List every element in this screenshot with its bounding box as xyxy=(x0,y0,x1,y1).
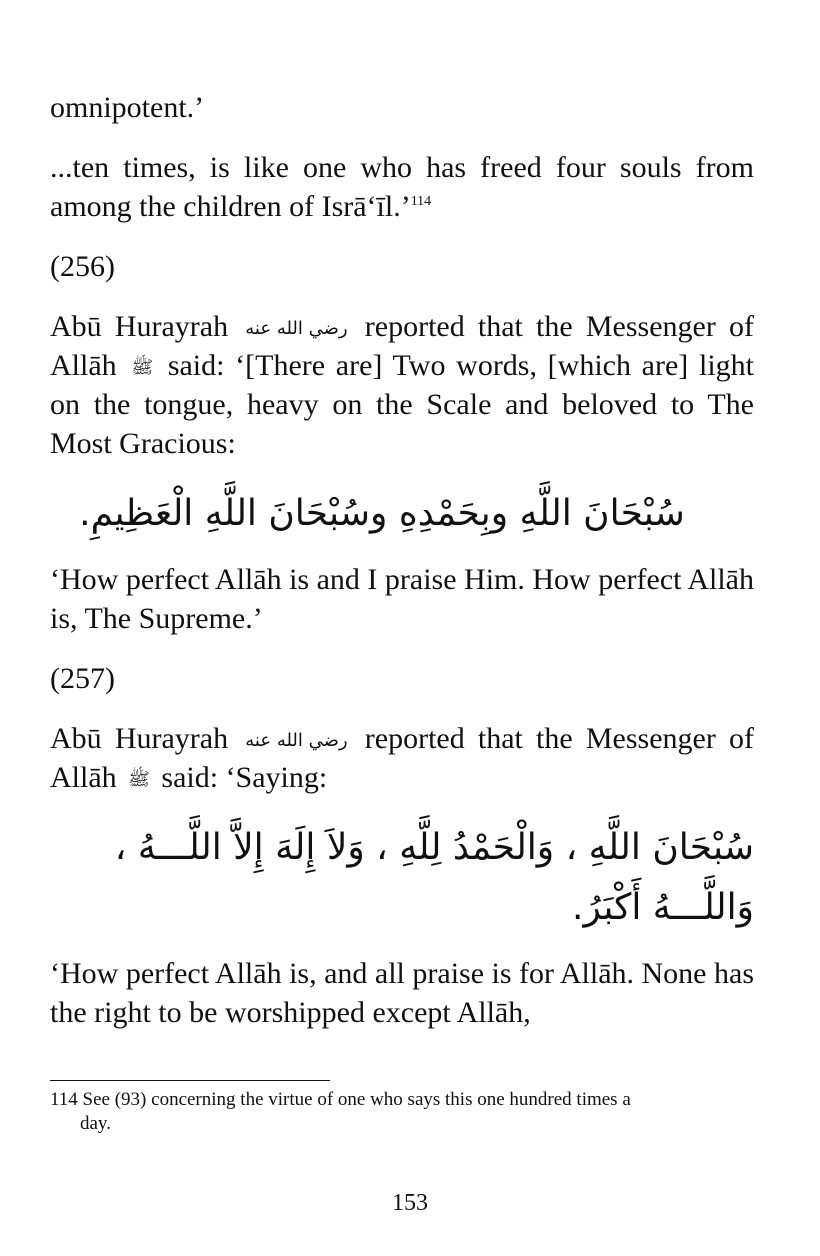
translation-257: ‘How perfect Allāh is, and all praise is for Allāh. None has the right to be worshipped except Allāh, xyxy=(50,957,754,1029)
hadith-number-257: (257) xyxy=(50,662,115,695)
footnote-divider xyxy=(50,1080,330,1081)
arabic-dhikr-2: سُبْحَانَ اللَّهِ ، وَالْحَمْدُ لِلَّهِ ، وَلاَ إِلَهَ إِلاَّ اللَّـــهُ ، وَاللَّـــهُ أَكْبَرُ. xyxy=(114,827,754,928)
page-number: 153 xyxy=(392,1190,428,1216)
paragraph-ten-times-text: ...ten times, is like one who has freed four souls from among the children of Isrā‘īl.’ xyxy=(50,151,754,223)
page-body xyxy=(50,88,754,1053)
translation-256: ‘How perfect Allāh is and I praise Him. How perfect Allāh is, The Supreme.’ xyxy=(50,563,754,635)
footnote-reference[interactable]: 114 xyxy=(410,194,432,209)
radiallahu-anhu-icon: رضي الله عنه xyxy=(245,318,348,340)
arabic-dhikr-1: سُبْحَانَ اللَّهِ وبِحَمْدِهِ وسُبْحَانَ اللَّهِ الْعَظِيمِ. xyxy=(79,493,685,534)
salallahu-alayhi-icon: ﷺ xyxy=(131,357,154,379)
hadith-text: said: ‘[There are] Two words, [which are] light on the tongue, heavy on the Scale and beloved to The Most Gracious: xyxy=(50,349,755,460)
paragraph-ten-times xyxy=(50,148,754,226)
hadith-number-256: (256) xyxy=(50,250,115,283)
paragraph-hadith-256 xyxy=(50,307,754,463)
footnote-line-1: 114 See (93) concerning the virtue of one who says this one hundred times a xyxy=(50,1089,631,1110)
radiallahu-anhu-icon: رضي الله عنه xyxy=(245,730,348,752)
reported-text: reported that the Messenger of Allāh xyxy=(50,310,754,382)
paragraph-omnipotent: omnipotent.’ xyxy=(50,91,205,124)
footnote-114 xyxy=(50,1088,754,1136)
hadith-text: said: ‘Saying: xyxy=(161,761,328,794)
salallahu-alayhi-icon: ﷺ xyxy=(128,769,150,791)
footnote-line-2: day. xyxy=(80,1113,111,1134)
narrator-name: Abū Hurayrah xyxy=(50,722,229,755)
paragraph-hadith-257 xyxy=(50,719,754,797)
narrator-name: Abū Hurayrah xyxy=(50,310,229,343)
reported-text: reported that the Messenger of Allāh xyxy=(50,722,754,794)
